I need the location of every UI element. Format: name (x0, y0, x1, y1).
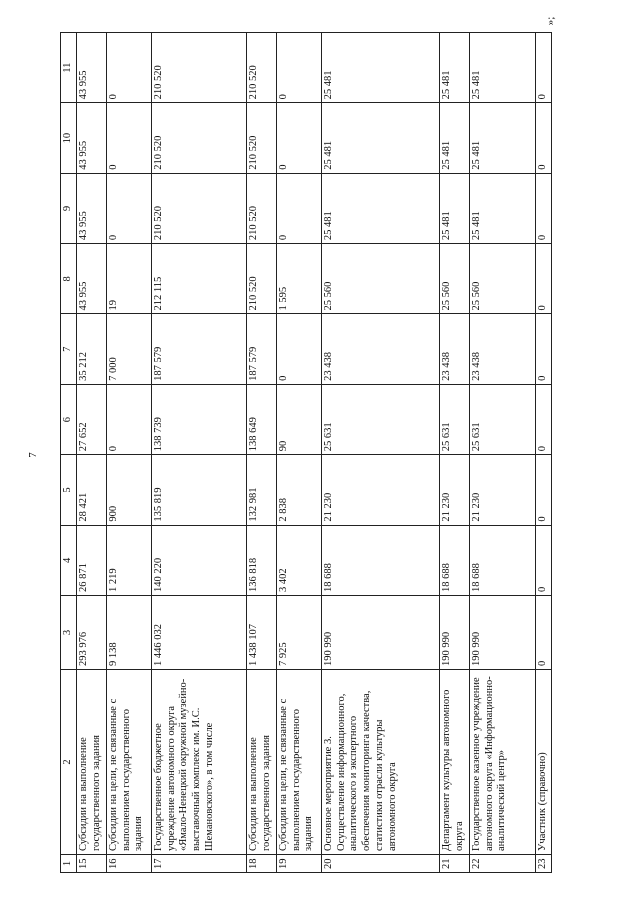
value-cell: 25 481 (469, 33, 535, 103)
value-cell: 0 (535, 596, 551, 670)
value-cell: 43 955 (76, 244, 106, 314)
value-cell: 21 230 (321, 455, 439, 525)
value-cell: 187 579 (246, 314, 276, 384)
value-cell: 210 520 (151, 33, 246, 103)
value-cell: 0 (276, 173, 321, 243)
value-cell: 7 000 (106, 314, 151, 384)
value-cell: 293 976 (76, 596, 106, 670)
column-header: 3 (61, 596, 77, 670)
value-cell: 21 230 (469, 455, 535, 525)
row-number: 18 (246, 855, 276, 873)
column-header: 2 (61, 670, 77, 855)
value-cell: 210 520 (246, 103, 276, 173)
value-cell: 2 838 (276, 455, 321, 525)
value-cell: 21 230 (439, 455, 469, 525)
value-cell: 132 981 (246, 455, 276, 525)
column-header: 1 (61, 855, 77, 873)
value-cell: 7 925 (276, 596, 321, 670)
column-header: 4 (61, 525, 77, 595)
value-cell: 0 (106, 384, 151, 454)
value-cell: 26 871 (76, 525, 106, 595)
row-name: Субсидии на выполнение государственного задания (76, 670, 106, 855)
value-cell: 3 402 (276, 525, 321, 595)
value-cell: 18 688 (469, 525, 535, 595)
value-cell: 19 (106, 244, 151, 314)
value-cell: 90 (276, 384, 321, 454)
value-cell: 43 955 (76, 103, 106, 173)
value-cell: 190 990 (469, 596, 535, 670)
value-cell: 0 (535, 173, 551, 243)
value-cell: 0 (106, 33, 151, 103)
value-cell: 43 955 (76, 173, 106, 243)
value-cell: 138 649 (246, 384, 276, 454)
value-cell: 0 (535, 384, 551, 454)
value-cell: 27 652 (76, 384, 106, 454)
column-header: 9 (61, 173, 77, 243)
value-cell: 23 438 (469, 314, 535, 384)
value-cell: 18 688 (439, 525, 469, 595)
closing-mark: »; (544, 16, 557, 26)
table-row (151, 33, 246, 873)
row-number: 15 (76, 855, 106, 873)
row-name: Основное мероприятие 3. Осуществление информационного, аналитического и экспертного обеспечения мониторинга качества, статистики отрасли культуры автономного округа (321, 670, 439, 855)
value-cell: 1 595 (276, 244, 321, 314)
row-name: Департамент культуры автономного округа (439, 670, 469, 855)
value-cell: 25 481 (321, 33, 439, 103)
value-cell: 25 560 (321, 244, 439, 314)
column-header: 7 (61, 314, 77, 384)
value-cell: 25 481 (321, 103, 439, 173)
value-cell: 210 520 (246, 244, 276, 314)
column-header: 5 (61, 455, 77, 525)
value-cell: 1 446 032 (151, 596, 246, 670)
value-cell: 0 (276, 33, 321, 103)
value-cell: 900 (106, 455, 151, 525)
value-cell: 25 481 (469, 173, 535, 243)
table-row (246, 33, 276, 873)
value-cell: 1 438 107 (246, 596, 276, 670)
table-row (76, 33, 106, 873)
value-cell: 190 990 (321, 596, 439, 670)
value-cell: 35 212 (76, 314, 106, 384)
value-cell: 9 138 (106, 596, 151, 670)
value-cell: 0 (106, 173, 151, 243)
value-cell: 28 421 (76, 455, 106, 525)
row-name: Субсидии на цели, не связанные с выполнением государственного задания (106, 670, 151, 855)
row-name: Государственное бюджетное учреждение автономного округа «Ямало-Ненецкий окружной музейно-выставочный комплекс им. И.С. Шемановского», в том числе (151, 670, 246, 855)
row-name: Участник (справочно) (535, 670, 551, 855)
value-cell: 0 (535, 525, 551, 595)
value-cell: 190 990 (439, 596, 469, 670)
row-number: 21 (439, 855, 469, 873)
table-row (439, 33, 469, 873)
value-cell: 210 520 (151, 103, 246, 173)
value-cell: 25 631 (469, 384, 535, 454)
value-cell: 210 520 (246, 173, 276, 243)
value-cell: 212 115 (151, 244, 246, 314)
row-number: 16 (106, 855, 151, 873)
value-cell: 25 481 (439, 103, 469, 173)
column-number-row (61, 33, 77, 873)
row-name: Субсидии на цели, не связанные с выполнением государственного задания (276, 670, 321, 855)
value-cell: 25 560 (439, 244, 469, 314)
column-header: 6 (61, 384, 77, 454)
value-cell: 210 520 (151, 173, 246, 243)
value-cell: 140 220 (151, 525, 246, 595)
value-cell: 0 (106, 103, 151, 173)
value-cell: 0 (276, 314, 321, 384)
value-cell: 187 579 (151, 314, 246, 384)
value-cell: 135 819 (151, 455, 246, 525)
row-name: Субсидии на выполнение государственного задания (246, 670, 276, 855)
table-row (321, 33, 439, 873)
row-number: 23 (535, 855, 551, 873)
value-cell: 25 481 (439, 173, 469, 243)
row-number: 19 (276, 855, 321, 873)
value-cell: 136 818 (246, 525, 276, 595)
value-cell: 138 739 (151, 384, 246, 454)
table-row (106, 33, 151, 873)
table-row (469, 33, 535, 873)
row-name: Государственное казенное учреждение автономного округа «Информационно-аналитический центр» (469, 670, 535, 855)
value-cell: 25 481 (321, 173, 439, 243)
value-cell: 23 438 (439, 314, 469, 384)
row-number: 17 (151, 855, 246, 873)
value-cell: 0 (535, 103, 551, 173)
value-cell: 25 560 (469, 244, 535, 314)
row-number: 22 (469, 855, 535, 873)
value-cell: 25 481 (469, 103, 535, 173)
value-cell: 25 631 (439, 384, 469, 454)
page-number: 7 (26, 452, 39, 458)
value-cell: 0 (535, 33, 551, 103)
value-cell: 0 (535, 314, 551, 384)
value-cell: 210 520 (246, 33, 276, 103)
budget-table (60, 32, 552, 873)
value-cell: 43 955 (76, 33, 106, 103)
table-row (276, 33, 321, 873)
value-cell: 25 631 (321, 384, 439, 454)
value-cell: 25 481 (439, 33, 469, 103)
column-header: 11 (61, 33, 77, 103)
column-header: 8 (61, 244, 77, 314)
table-row (535, 33, 551, 873)
value-cell: 0 (535, 244, 551, 314)
value-cell: 18 688 (321, 525, 439, 595)
value-cell: 23 438 (321, 314, 439, 384)
column-header: 10 (61, 103, 77, 173)
value-cell: 0 (276, 103, 321, 173)
row-number: 20 (321, 855, 439, 873)
value-cell: 0 (535, 455, 551, 525)
value-cell: 1 219 (106, 525, 151, 595)
rotated-table-container (60, 33, 548, 873)
